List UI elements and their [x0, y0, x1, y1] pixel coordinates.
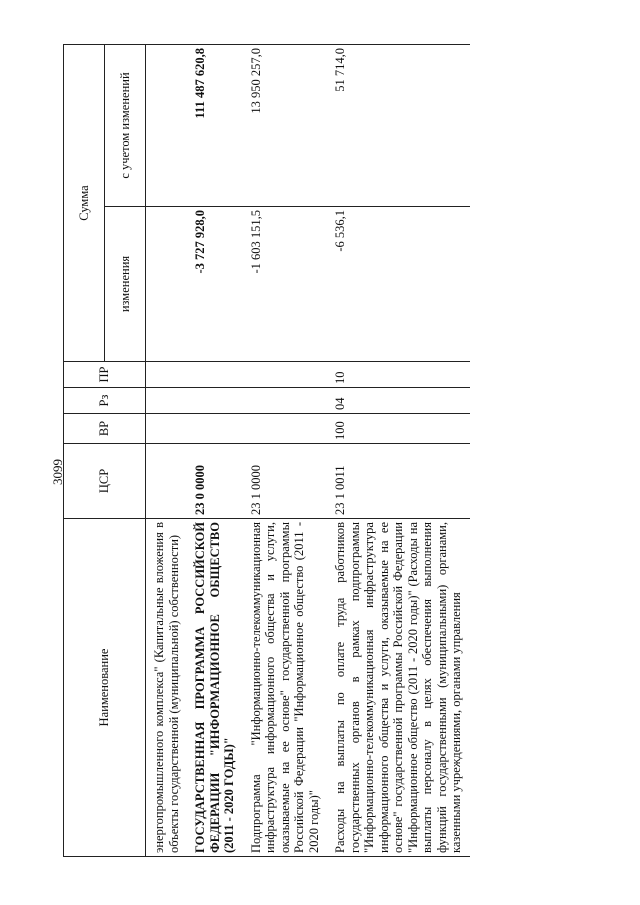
row-changes — [146, 207, 188, 362]
row-name: Подпрограмма "Информационно-телекоммуникационная инфраструктура информационного общества и услуги, оказываемые на ее основе" государственной программы Российской Федерации "Информационное общество (2011 - 2020 годы)" — [243, 519, 328, 857]
row-changes: -6 536,1 — [327, 207, 470, 362]
row-vr — [243, 414, 328, 444]
table-row — [187, 45, 243, 857]
row-csr: 23 1 0000 — [243, 444, 328, 519]
row-total: 111 487 620,8 — [187, 45, 243, 207]
row-rz: 04 — [327, 388, 470, 414]
table-row — [243, 45, 328, 857]
row-vr: 100 — [327, 414, 470, 444]
row-vr — [146, 414, 188, 444]
table-row — [146, 45, 188, 857]
row-changes: -3 727 928,0 — [187, 207, 243, 362]
row-csr — [146, 444, 188, 519]
header-name: Наименование — [64, 519, 146, 857]
row-name: Расходы на выплаты по оплате труда работников государственных органов в рамках подпрограммы "Информационно-телекоммуникационная инфраструктура информационного общества и услуги, оказываемые на ее основе" государственной программы Российской Федерации "Информационное общество (2011 - 2020 годы)" (Расходы на выплаты персоналу в целях обеспечения выполнения функций государственными (муниципальными) органами, казенными учреждениями, органами управления — [327, 519, 470, 857]
row-pr — [146, 362, 188, 388]
row-total — [146, 45, 188, 207]
row-total: 13 950 257,0 — [243, 45, 328, 207]
row-pr: 10 — [327, 362, 470, 388]
row-name: энергопромышленного комплекса" (Капитальные вложения в объекты государственной (муниципальной) собственности) — [146, 519, 188, 857]
budget-table — [63, 44, 470, 857]
row-changes: -1 603 151,5 — [243, 207, 328, 362]
row-total: 51 714,0 — [327, 45, 470, 207]
row-rz — [187, 388, 243, 414]
row-vr — [187, 414, 243, 444]
row-name: ГОСУДАРСТВЕННАЯ ПРОГРАММА РОССИЙСКОЙ ФЕДЕРАЦИИ "ИНФОРМАЦИОННОЕ ОБЩЕСТВО (2011 - 2020 ГОДЫ)" — [187, 519, 243, 857]
header-rz: Рз — [64, 388, 146, 414]
row-pr — [187, 362, 243, 388]
row-rz — [243, 388, 328, 414]
table-row — [327, 45, 470, 857]
page-number: 3099 — [50, 459, 65, 485]
header-with-changes: с учетом изменений — [105, 45, 146, 207]
header-sum: Сумма — [64, 45, 105, 362]
header-pr: ПР — [64, 362, 146, 388]
row-csr: 23 0 0000 — [187, 444, 243, 519]
header-row — [64, 45, 105, 857]
header-csr: ЦСР — [64, 444, 146, 519]
header-changes: изменения — [105, 207, 146, 362]
row-csr: 23 1 0011 — [327, 444, 470, 519]
row-pr — [243, 362, 328, 388]
row-rz — [146, 388, 188, 414]
header-vr: ВР — [64, 414, 146, 444]
